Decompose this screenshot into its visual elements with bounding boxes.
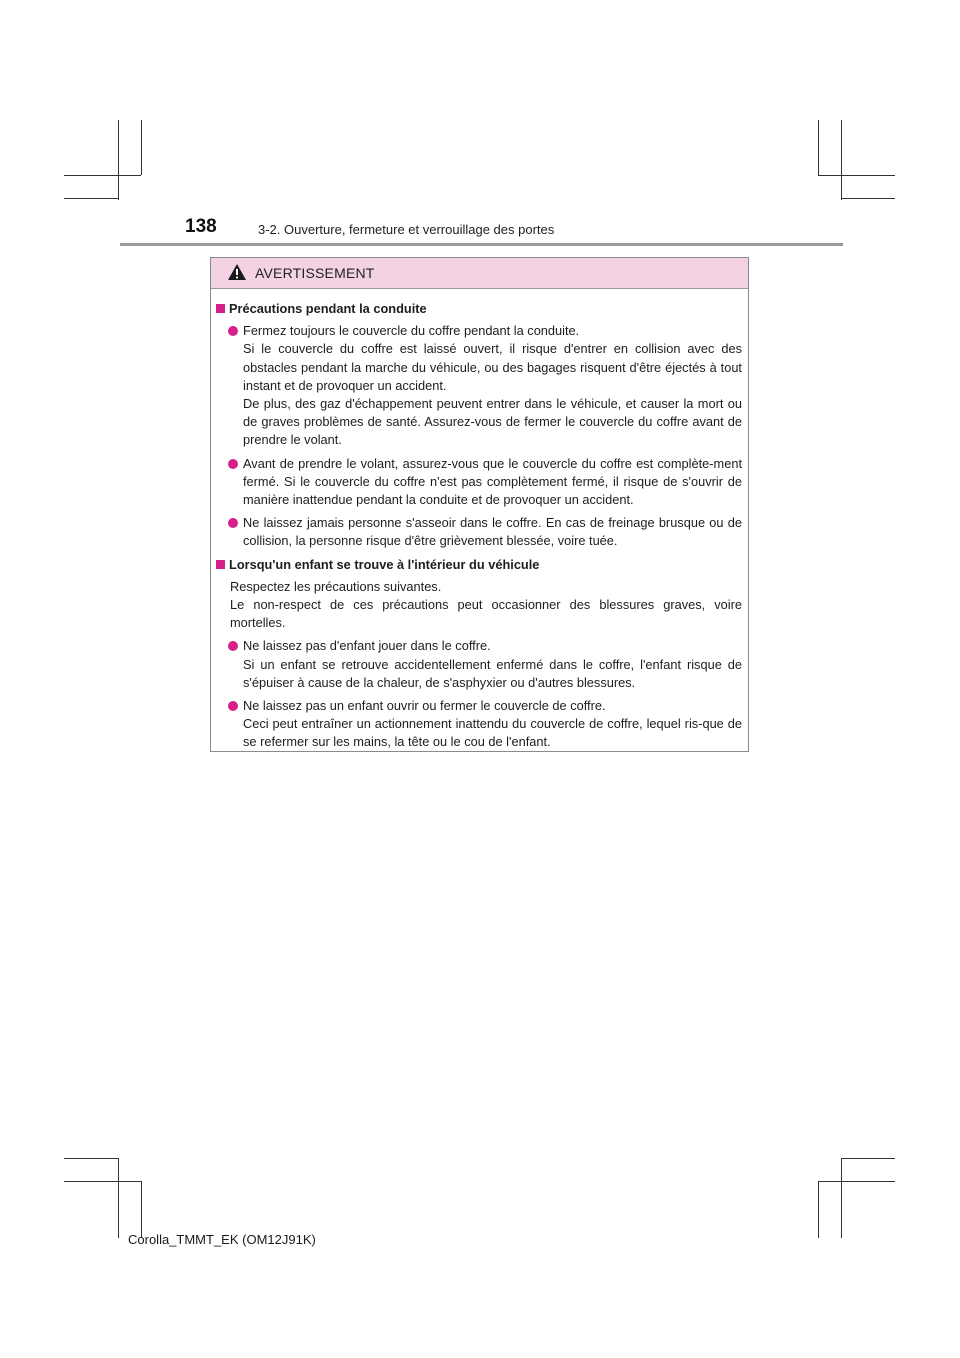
section-title: 3-2. Ouverture, fermeture et verrouillage des portes <box>258 222 555 237</box>
round-bullet-icon <box>228 701 238 711</box>
paragraph: Si le couvercle du coffre est laissé ouvert, il risque d'entrer en collision avec des obstacles pendant la marche du véhicule, ou des bagages risquent d'être éjectés à tout instant et de provoquer un accident. <box>243 341 742 393</box>
section-intro <box>215 578 742 633</box>
crop-mark <box>818 175 895 176</box>
footer-label: Corolla_TMMT_EK (OM12J91K) <box>128 1232 316 1247</box>
round-bullet-icon <box>228 459 238 469</box>
header-rule <box>120 243 843 246</box>
crop-mark <box>64 198 119 199</box>
crop-mark <box>64 1158 119 1159</box>
page-number: 138 <box>185 216 217 237</box>
square-bullet-icon <box>216 304 225 313</box>
list-item <box>215 637 742 692</box>
list-item <box>215 697 742 752</box>
round-bullet-icon <box>228 518 238 528</box>
paragraph: Ne laissez pas d'enfant jouer dans le coffre. <box>243 638 491 654</box>
crop-mark <box>818 1181 819 1238</box>
paragraph: Avant de prendre le volant, assurez-vous que le couvercle du coffre est complète-ment fermé. Si le couvercle du coffre n'est pas complètement fermé, il risque de s'ouvrir de manière inattendue pendant la conduite et de provoquer un accident. <box>243 455 742 508</box>
list-item <box>215 514 742 550</box>
crop-mark <box>841 198 895 199</box>
crop-mark <box>141 1181 142 1238</box>
crop-mark <box>841 1158 895 1159</box>
list-item <box>215 455 742 510</box>
paragraph: Fermez toujours le couvercle du coffre pendant la conduite. <box>243 323 580 339</box>
crop-mark <box>841 120 842 200</box>
round-bullet-icon <box>228 641 238 651</box>
paragraph: Ne laissez jamais personne s'asseoir dans le coffre. En cas de freinage brusque ou de collision, la personne risque d'être grièvement blessée, voire tuée. <box>243 515 742 549</box>
crop-mark <box>818 1181 895 1182</box>
paragraph: Ceci peut entraîner un actionnement inattendu du couvercle de coffre, lequel ris-que de se refermer sur les mains, la tête ou le cou de l'enfant. <box>243 716 742 750</box>
paragraph: Si un enfant se retrouve accidentellement enfermé dans le coffre, l'enfant risque de s'épuiser à cause de la chaleur, de s'asphyxier ou d'autres blessures. <box>243 656 742 690</box>
crop-mark <box>841 1158 842 1238</box>
crop-mark <box>118 1158 119 1238</box>
section-heading: Précautions pendant la conduite <box>215 300 742 318</box>
crop-mark <box>141 120 142 175</box>
paragraph: Respectez les précautions suivantes. <box>230 578 442 594</box>
paragraph: Le non-respect de ces précautions peut occasionner des blessures graves, voire mortelles. <box>230 597 742 631</box>
warning-triangle-icon <box>227 263 247 281</box>
warning-title: AVERTISSEMENT <box>255 265 375 281</box>
round-bullet-icon <box>228 326 238 336</box>
crop-mark <box>118 120 119 200</box>
warning-content <box>215 300 742 757</box>
crop-mark <box>64 1181 141 1182</box>
warning-header <box>211 258 748 289</box>
list-item <box>215 322 742 449</box>
square-bullet-icon <box>216 560 225 569</box>
paragraph: De plus, des gaz d'échappement peuvent entrer dans le véhicule, et causer la mort ou de graves problèmes de santé. Assurez-vous de fermer le couvercle du coffre avant de prendre le volant. <box>243 396 742 448</box>
warning-box <box>210 257 749 752</box>
crop-mark <box>818 120 819 175</box>
paragraph: Ne laissez pas un enfant ouvrir ou fermer le couvercle de coffre. <box>243 698 606 714</box>
section-heading: Lorsqu'un enfant se trouve à l'intérieur du véhicule <box>215 556 742 574</box>
crop-mark <box>64 175 141 176</box>
